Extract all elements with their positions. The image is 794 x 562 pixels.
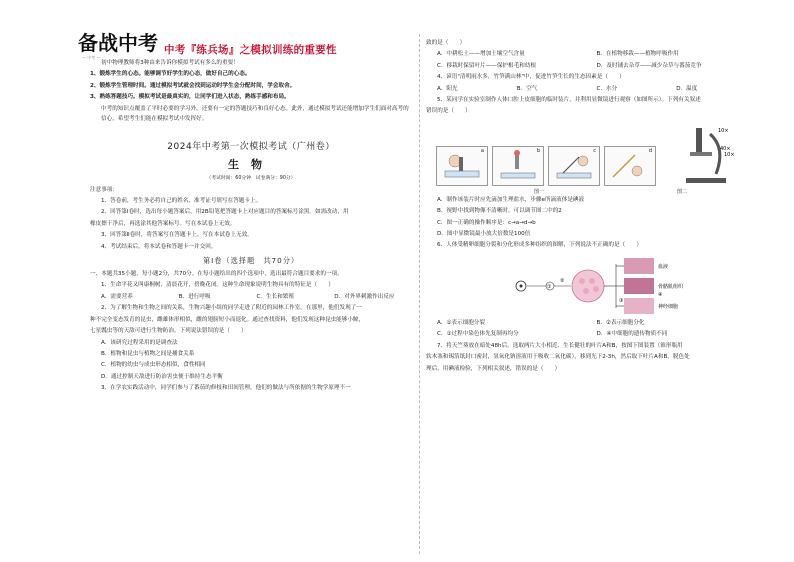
question-7-stem: 软木塞和锡箔纸封口密封，氢氧化钠溶液用于吸收二氧化碳），移到光下2-3h，然后取下叶片A和B，脱色处	[426, 354, 690, 361]
question-1-options	[90, 292, 412, 303]
svg-text:骨骼肌组织: 骨骼肌组织	[658, 283, 684, 290]
notice-line: 橡皮擦干净后，再选涂其他答案标号。写在本试卷上无效。	[90, 220, 236, 227]
intro-point: 2、锻炼学生管理时间。通过模拟考试就会找到运动时学生会分配时间，学会取舍。	[90, 82, 296, 89]
notice-line: 2、回答第Ⅰ卷时，选出每小题答案后，用2B铅笔把答题卡上对应题目的答案标号涂黑。如需改动，用	[101, 209, 349, 216]
figure-panel-d: d	[604, 146, 656, 186]
option-d: D．及时铺去杂草——减少杂草与番茄竞争	[596, 62, 702, 69]
option-b: B．植物和昆虫与植物之间是捕食关系	[101, 350, 195, 357]
option-c: C．移栽时保留叶片——保护根毛和幼根	[437, 62, 536, 69]
toothpick-icon	[605, 147, 655, 185]
question-1-stem: 1、生命平花又叫康桐树，清晨花开，傍晚花闭。这种生命现象说明生物具有的特征是（ ）	[101, 282, 334, 289]
notice-line: 3、回答第Ⅱ卷时，将答案写在答题卡上。写在本试卷上无效。	[101, 232, 253, 239]
option-a: A．需要营养	[101, 293, 133, 300]
question-6-figure	[426, 256, 756, 316]
column-divider	[419, 34, 420, 554]
logo-subtitle: — 中考 —	[82, 55, 101, 60]
question-6-options-row2	[426, 329, 756, 340]
section-intro: 一、本题共35小题，每小题2分，共70分。在每小题给出的四个选项中，选出最符合题目要求的一项。	[90, 271, 343, 278]
section-title: 第Ⅰ卷（选择题 共70分）	[202, 256, 300, 266]
figure-captions	[436, 188, 756, 195]
option-c: C．图一正确的操作顺序是：c→a→d→b	[437, 219, 536, 226]
option-c: C．①过程中染色体先复制再均分	[437, 331, 519, 338]
question-3-options-row2	[426, 61, 756, 72]
intro-line: 初中物理教师将3种由来告诉你模拟考试有多么的重要！	[101, 60, 239, 66]
option-a: A．中耕松土——增加土壤空气含量	[437, 51, 525, 58]
svg-text:40×: 40×	[720, 145, 731, 152]
question-4-stem: 4、谚语"清明雨水多，竹笋满山林"中，促进竹笋生长的生态因素是（ ）	[437, 74, 625, 81]
svg-text:②: ②	[560, 277, 565, 284]
question-2-stem: 2、为了解生物和生物之间的关系，生物兴趣小组的同学走进了附近的园林工作室。在那里，他们发现了一	[101, 305, 362, 312]
svg-text:神经细胞: 神经细胞	[658, 303, 679, 310]
notice-line: 4、考试结束后，将本试卷和答题卡一并交回。	[101, 243, 217, 250]
dropper-icon	[493, 147, 543, 185]
option-b: B．在植物移栽——植物呼吸作用	[596, 51, 679, 58]
option-d: D．温度	[676, 85, 698, 92]
notice-line: 1、答卷前，考生务必将自己的姓名、准考证号填写在答题卡上。	[101, 198, 262, 205]
option-b: B．空气	[516, 85, 538, 92]
svg-text:①: ①	[547, 283, 552, 290]
option-d: D．通过控制天敌进行防治害虫便于维持生态平衡	[101, 373, 223, 380]
figure-panel-b: b	[492, 146, 544, 186]
cell-differentiation-diagram	[426, 256, 756, 316]
option-d: D．图中显微镜最小放大倍数是100倍	[437, 231, 531, 238]
question-4-options	[426, 84, 756, 95]
exam-title: 2024年中考第一次模拟考试（广州卷）	[167, 141, 335, 152]
notice-title: 注意事项：	[90, 186, 118, 193]
question-6-stem: 6、人体受精卵细胞分裂和分化形成多种组织的图解，下列说法不正确的是（ ）	[437, 242, 642, 249]
question-7-stem: 理后，用碘液检验，下列相关叙述，错误的是（ ）	[426, 365, 561, 372]
question-6-options-row1	[426, 318, 756, 329]
option-a: A．①表示细胞分裂	[437, 319, 485, 326]
right-column	[426, 38, 756, 375]
option-a: A．阳光	[437, 85, 458, 92]
figure-caption-1: 图一	[533, 188, 544, 195]
figure-caption-2: 图二	[676, 188, 687, 195]
question-7-stem: 7、将天竺葵放在暗处48h后，选取两片大小相近、生长健壮的叶片A和B，按图下图装置（锥形瓶用	[437, 342, 683, 349]
intro-point: 1、锻炼学生的心态。能够调节好学生的心态，做好自己的心态。	[90, 71, 251, 78]
option-b: B．进行呼吸	[178, 293, 211, 300]
option-c: C．生长和繁殖	[256, 293, 294, 300]
intro-point: 3、熟练答题技巧。模拟考试是最真实的，让同学们进入状态，熟练手感和布局。	[90, 94, 290, 101]
exam-meta: （考试时间：60分钟 试卷满分：90分）	[206, 175, 296, 181]
svg-text:血液: 血液	[658, 263, 669, 270]
option-b: B．②表示细胞分化	[596, 319, 645, 326]
svg-text:10×: 10×	[718, 127, 729, 134]
coverslip-icon	[549, 147, 599, 185]
option-c: C．植物的幼虫与成虫形态相似，食性相同	[101, 362, 206, 369]
question-5-stem: 错误的是（ ）	[426, 108, 471, 115]
exam-subject: 生物	[228, 157, 274, 171]
hand-slide-icon	[437, 147, 487, 185]
question-5-stem: 5、某同学在实验室制作人体口腔上皮细胞的临时装片，并利用显微镜进行观察（如图所示）。下列有关叙述	[437, 97, 701, 104]
intro-paragraph: 中考的知识点覆盖了平时必要的学习外，还要有一定的答题技巧和良好心态。此外，通过模拟考试还能增加学生们面对高考的信心，希望考生们能在模拟考试中发挥好。	[101, 105, 409, 123]
svg-text:10×: 10×	[724, 151, 735, 158]
figure-panel-c: c	[548, 146, 600, 186]
option-c: C．水分	[596, 85, 618, 92]
question-5-figure	[436, 124, 756, 186]
page-header-title: 中考『练兵场』之模拟训练的重要性	[164, 44, 337, 56]
question-3-continued: 致的是（ ）	[426, 40, 466, 46]
question-3-options-row1	[426, 49, 756, 60]
left-column	[90, 32, 412, 395]
option-a: A．制作该装片时应先滴加生理盐水，步骤e所滴液体是碘液	[437, 196, 585, 203]
figure-panel-a: a	[436, 146, 488, 186]
svg-text:③: ③	[619, 297, 624, 304]
svg-text:④: ④	[658, 291, 663, 298]
option-d: D．对外界刺激作出反应	[334, 293, 395, 300]
option-a: A．该研究过程采用的是调查法	[101, 339, 178, 346]
microscope-icon	[660, 124, 740, 186]
logo-text: 备战中考	[78, 31, 158, 55]
option-d: D．④中细胞的遗传物质不同	[596, 331, 668, 338]
question-3-stem: 3、在学农实践活动中，同学们参与了番茄的修枝和田间管理，他们的做法与所依据的生物学原理不一	[101, 385, 351, 392]
question-2-stem: 七星瓢虫等的天敌可进行生物防治。下列说法错误的是（ ）	[90, 328, 247, 335]
question-2-stem: 种不完全变态发育的昆虫，雌雄体形相似，雌的翅膀短小而退化。通过查找资料，他们发现这种昆虫能够小鲸，	[90, 316, 365, 323]
option-b: B．视野中找到物像不清晰时，可以调节图二中的2	[437, 208, 562, 215]
